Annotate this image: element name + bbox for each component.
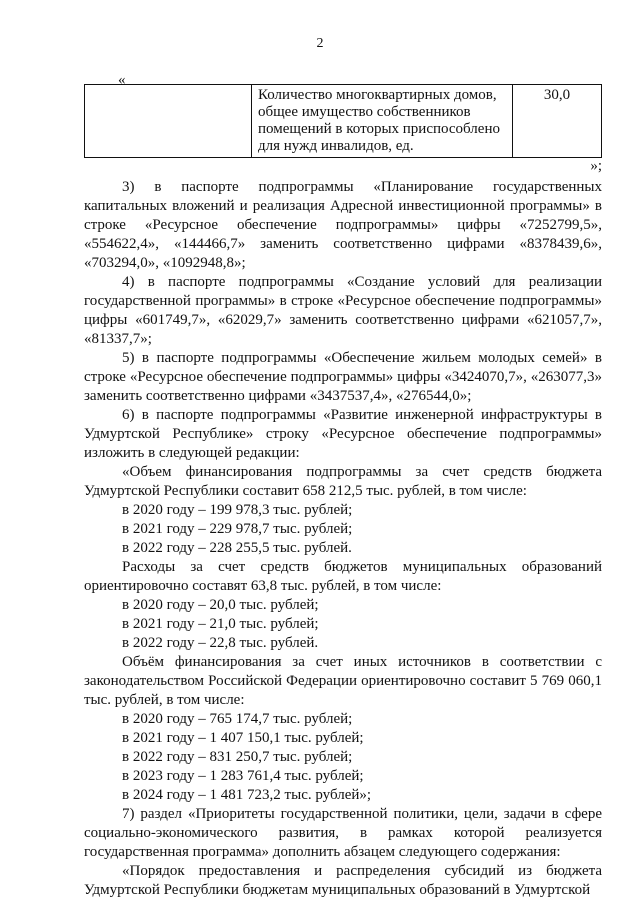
- amount-list-item: в 2023 году – 1 283 761,4 тыс. рублей;: [122, 768, 364, 784]
- table-row: [85, 85, 602, 158]
- paragraph: «Объем финансирования подпрограммы за счет средств бюджета Удмуртской Республики составит 658 212,5 тыс. рублей, в том числе:: [84, 464, 602, 499]
- amount-list-item: в 2021 году – 1 407 150,1 тыс. рублей;: [122, 730, 364, 746]
- amount-list-item: в 2022 году – 228 255,5 тыс. рублей.: [122, 540, 352, 556]
- quote-open-mark: «: [118, 72, 126, 88]
- paragraph: 5) в паспорте подпрограммы «Обеспечение жильем молодых семей» в строке «Ресурсное обеспечение подпрограммы» цифры «3424070,7», «263077,3» заменить соответственно цифрами «3437537,4», «276544,0»;: [84, 350, 602, 404]
- paragraph: «Порядок предоставления и распределения субсидий из бюджета Удмуртской Республики бюджетам муниципальных образований в Удмуртской: [84, 863, 602, 898]
- amount-list-item: в 2022 году – 831 250,7 тыс. рублей;: [122, 749, 353, 765]
- paragraph: Объём финансирования за счет иных источников в соответствии с законодательством Российской Федерации ориентировочно составит 5 769 060,1 тыс. рублей, в том числе:: [84, 654, 602, 708]
- paragraph: 4) в паспорте подпрограммы «Создание условий для реализации государственной программы» в строке «Ресурсное обеспечение подпрограммы» цифры «601749,7», «62029,7» заменить соответственно цифрами «621057,7», «81337,7»;: [84, 274, 602, 347]
- indicator-table: [84, 84, 602, 158]
- amount-list-item: в 2021 году – 229 978,7 тыс. рублей;: [122, 521, 353, 537]
- amount-list-item: в 2020 году – 765 174,7 тыс. рублей;: [122, 711, 353, 727]
- amount-list-item: в 2022 году – 22,8 тыс. рублей.: [122, 635, 319, 651]
- amount-list-item: в 2020 году – 20,0 тыс. рублей;: [122, 597, 319, 613]
- page-number: 2: [316, 36, 324, 51]
- quote-close-mark: »;: [590, 158, 602, 174]
- paragraph: 7) раздел «Приоритеты государственной политики, цели, задачи в сфере социально-экономического развития, в рамках которой реализуется государственная программа» дополнить абзацем следующего содержания:: [84, 806, 602, 860]
- paragraph: 3) в паспорте подпрограммы «Планирование государственных капитальных вложений и реализация Адресной инвестиционной программы» в строке «Ресурсное обеспечение подпрограммы» цифры «7252799,5», «554622,4», «144466,7» заменить соответственно цифрами «8378439,6», «703294,0», «1092948,8»;: [84, 179, 602, 271]
- table-cell-indicator: Количество многоквартирных домов, общее имущество собственников помещений в которых приспособлено для нужд инвалидов, ед.: [252, 85, 513, 158]
- amount-list-item: в 2021 году – 21,0 тыс. рублей;: [122, 616, 319, 632]
- table-cell-value: 30,0: [513, 85, 602, 158]
- paragraph: Расходы за счет средств бюджетов муниципальных образований ориентировочно составят 63,8 тыс. рублей, в том числе:: [84, 559, 602, 594]
- paragraph: 6) в паспорте подпрограммы «Развитие инженерной инфраструктуры в Удмуртской Республике» строку «Ресурсное обеспечение подпрограммы» изложить в следующей редакции:: [84, 407, 602, 461]
- table-cell-empty: [85, 85, 252, 158]
- amount-list-item: в 2020 году – 199 978,3 тыс. рублей;: [122, 502, 353, 518]
- amount-list-item: в 2024 году – 1 481 723,2 тыс. рублей»;: [122, 787, 372, 803]
- document-body: [84, 178, 602, 900]
